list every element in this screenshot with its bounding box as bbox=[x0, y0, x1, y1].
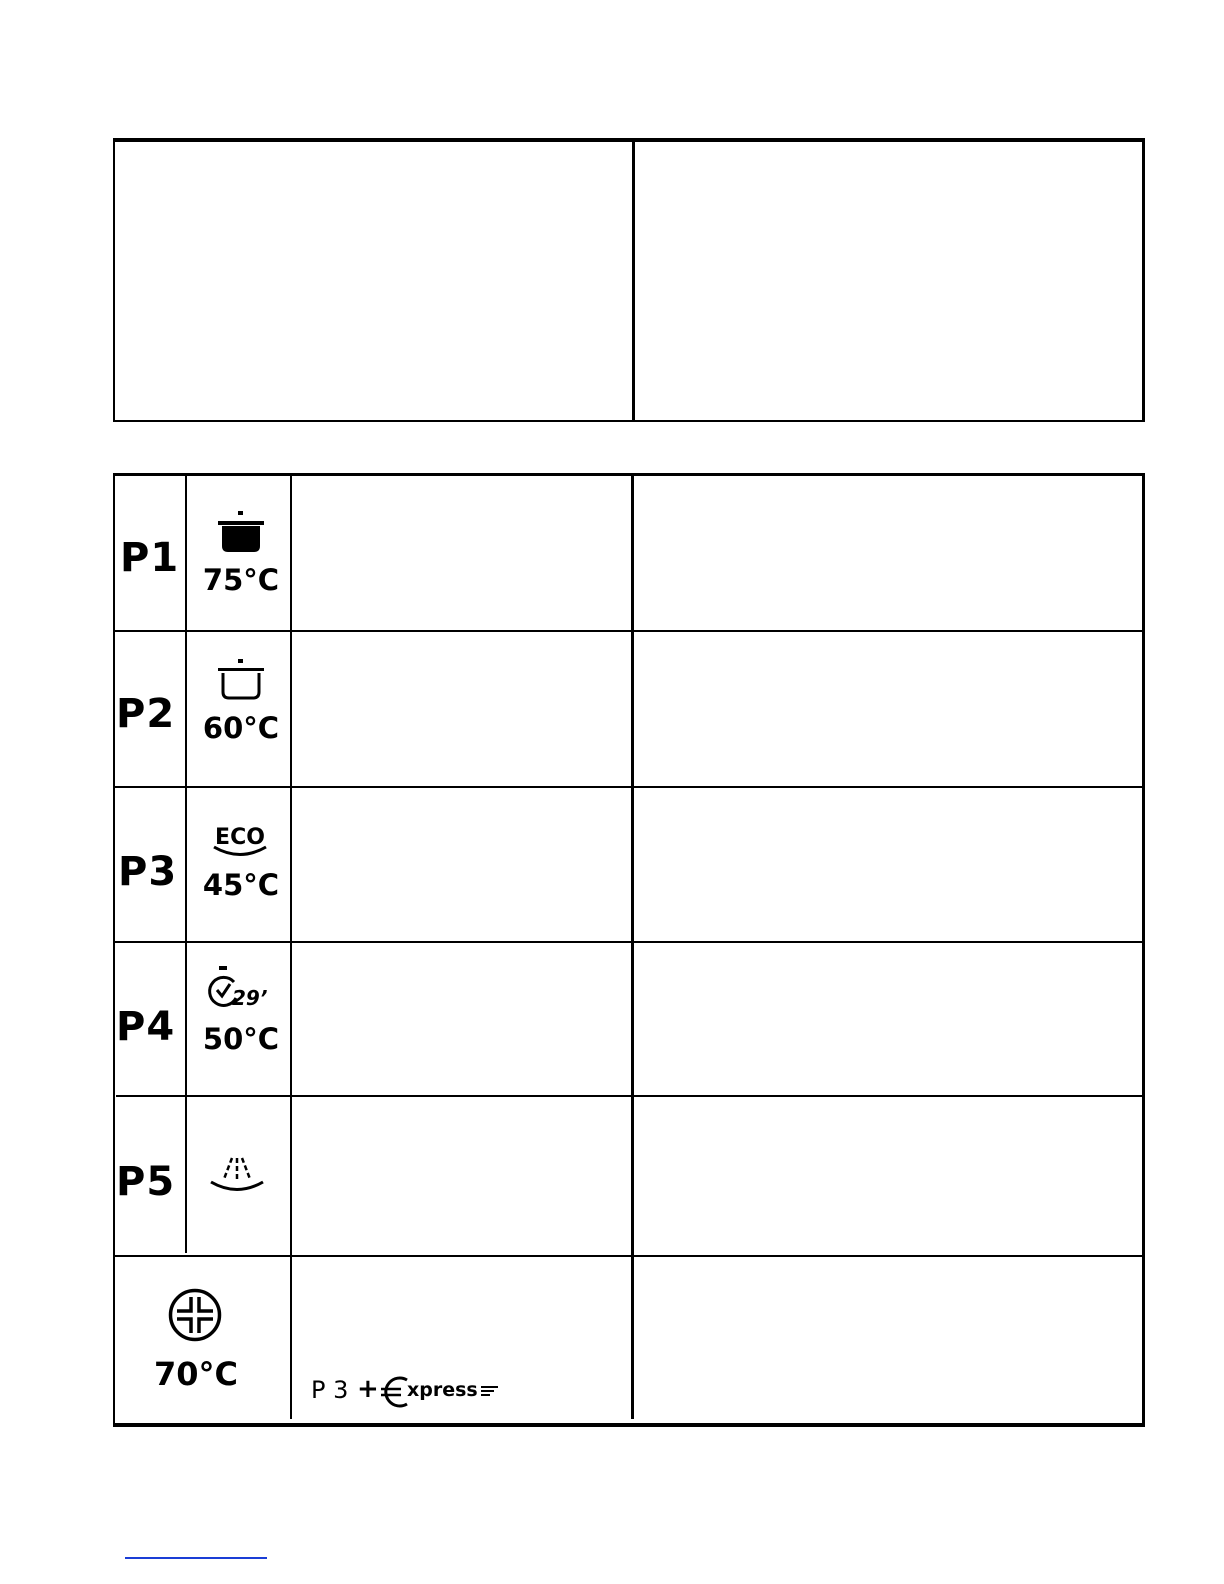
pot-filled-icon bbox=[218, 510, 264, 554]
program-code: P2 bbox=[116, 691, 176, 737]
temperature-label: 75°C bbox=[202, 563, 280, 597]
speed-lines-icon bbox=[481, 1384, 499, 1398]
temperature-label: 60°C bbox=[202, 711, 280, 745]
combo-program: P 3 bbox=[311, 1376, 349, 1404]
footer-link-underline[interactable] bbox=[125, 1557, 267, 1559]
rinse-spray-icon bbox=[208, 1155, 266, 1193]
program-code: P1 bbox=[120, 535, 180, 581]
eco-icon bbox=[211, 822, 269, 858]
svg-text:ECO: ECO bbox=[215, 825, 265, 850]
hygiene-cross-icon bbox=[168, 1288, 222, 1342]
program-code: P3 bbox=[118, 849, 178, 895]
timer-29-icon bbox=[204, 964, 280, 1012]
timer-label: 29’ bbox=[232, 986, 268, 1010]
combo-express-label: xpress bbox=[407, 1379, 478, 1401]
combo-plus: + bbox=[357, 1374, 379, 1404]
program-code: P5 bbox=[116, 1159, 176, 1205]
temperature-label: 50°C bbox=[202, 1022, 280, 1056]
pot-outline-icon bbox=[218, 658, 264, 702]
program-code: P4 bbox=[116, 1004, 176, 1050]
program-combination bbox=[311, 1374, 511, 1410]
temperature-label: 45°C bbox=[202, 868, 280, 902]
temperature-label: 70°C bbox=[153, 1355, 238, 1393]
